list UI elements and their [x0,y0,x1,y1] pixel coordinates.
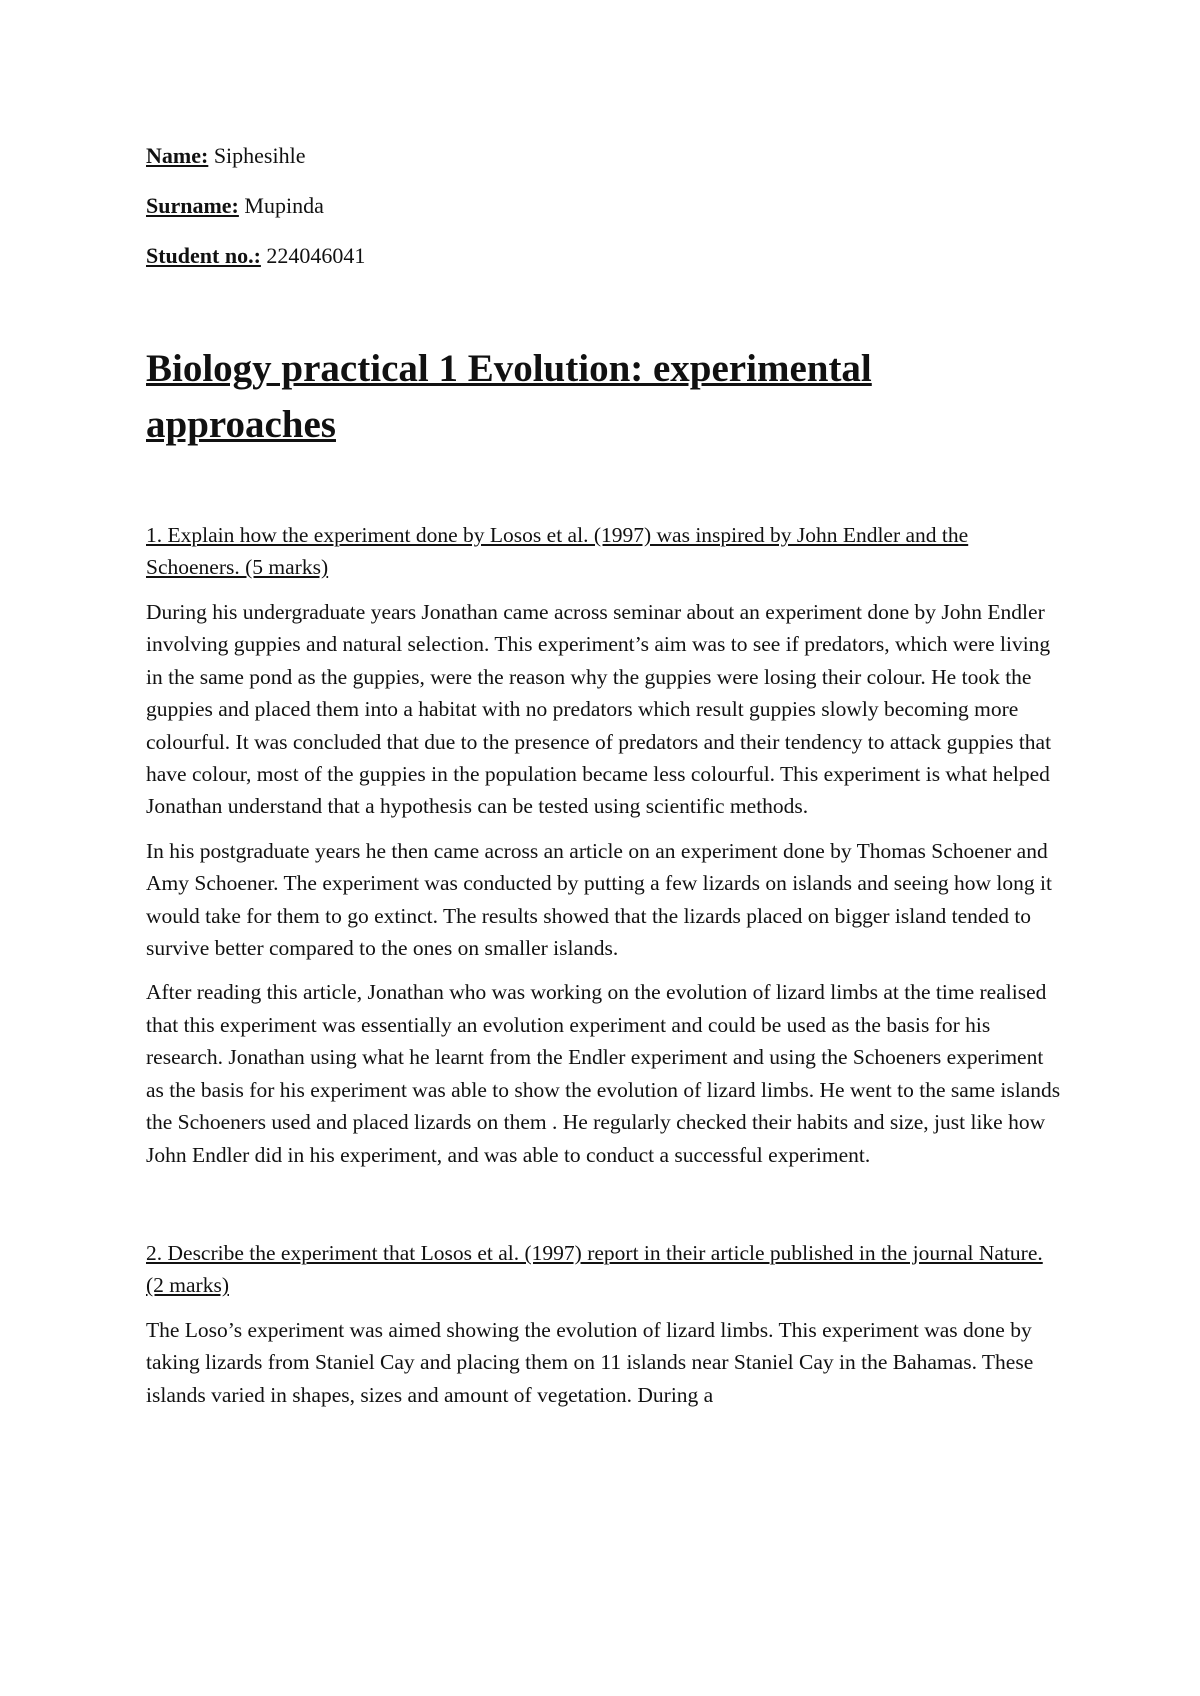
question-1-answer-paragraph: During his undergraduate years Jonathan came across seminar about an experiment done by John Endler involving guppies and natural selection. This experiment’s aim was to see if predators, which were living in the same pond as the guppies, were the reason why the guppies were losing their colour. He took the guppies and placed them into a habitat with no predators which result guppies slowly becoming more colourful. It was concluded that due to the presence of predators and their tendency to attack guppies that have colour, most of the guppies in the population became less colourful. This experiment is what helped Jonathan understand that a hypothesis can be tested using scientific methods. [146,600,1052,819]
question-2-prompt: 2. Describe the experiment that Losos et al. (1997) report in their article published in the journal Nature. (2 marks) [146,1240,1043,1297]
student-surname-line [146,192,1062,220]
student-no-label: Student no.: [146,243,261,268]
name-value: Siphesihle [213,143,306,168]
question-1-prompt: 1. Explain how the experiment done by Losos et al. (1997) was inspired by John Endler and the Schoeners. (5 marks) [146,523,969,579]
student-no-value: 224046041 [266,243,366,268]
page-title: Biology practical 1 Evolution: experimental approaches [146,347,872,446]
question-1-answer-paragraph: In his postgraduate years he then came across an article on an experiment done by Thomas Schoener and Amy Schoener. The experiment was conducted by putting a few lizards on islands and seeing how long it would take for them to go extinct. The results showed that the lizards placed on bigger island tended to survive better compared to the ones on smaller islands. [146,838,1052,961]
question-1-answer-paragraph: After reading this article, Jonathan who was working on the evolution of lizard limbs at the time realised that this experiment was essentially an evolution experiment and could be used as the basis for his research. Jonathan using what he learnt from the Endler experiment and using the Schoeners experiment as the basis for his experiment was able to show the evolution of lizard limbs. He went to the same islands the Schoeners used and placed lizards on them . He regularly checked their habits and size, just like how John Endler did in his experiment, and was able to conduct a successful experiment. [146,980,1061,1167]
student-number-line [146,242,1062,270]
surname-value: Mupinda [244,193,324,218]
document-body [146,142,1062,1411]
surname-label: Surname: [146,193,239,218]
question-2-answer-paragraph: The Loso’s experiment was aimed showing the evolution of lizard limbs. This experiment was done by taking lizards from Staniel Cay and placing them on 11 islands near Staniel Cay in the Bahamas. These islands varied in shapes, sizes and amount of vegetation. During a [146,1317,1034,1407]
student-name-line [146,142,1062,170]
name-label: Name: [146,143,209,168]
